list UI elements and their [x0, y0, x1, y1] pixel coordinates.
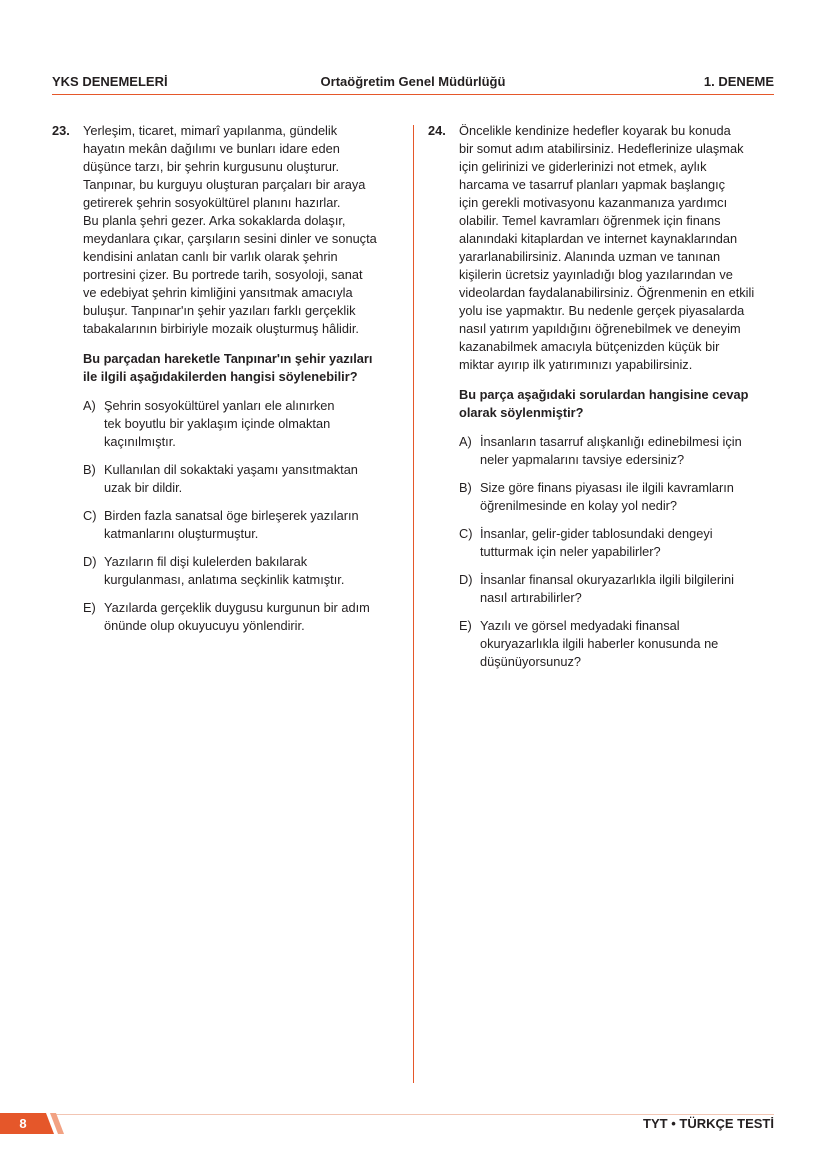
option-text-line: İnsanlar, gelir-gider tablosundaki dengeyi: [480, 526, 713, 541]
question-24: [428, 122, 774, 671]
answer-options: [83, 397, 396, 635]
passage-line: için gerekli motivasyonu kazanmanıza yardımcı: [459, 195, 728, 210]
option-letter: C): [459, 526, 473, 541]
question-passage: [459, 122, 774, 374]
stem-line: ile ilgili aşağıdakilerden hangisi söylenebilir?: [83, 369, 358, 384]
passage-line: buluşur. Tanpınar'ın şehir yazıları farklı gerçeklik: [83, 303, 356, 318]
answer-option-b: [83, 461, 396, 497]
passage-line: Bu planla şehri gezer. Arka sokaklarda dolaşır,: [83, 213, 346, 228]
column-divider: [413, 125, 414, 1083]
passage-line: nasıl yatırım yapıldığını öğrenebilmek ve deneyim: [459, 321, 741, 336]
question-stem: [83, 350, 396, 386]
question-23: [52, 122, 396, 635]
stem-line: Bu parçadan hareketle Tanpınar'ın şehir yazıları: [83, 351, 373, 366]
footer-test-title: TYT • TÜRKÇE TESTİ: [643, 1116, 774, 1131]
passage-line: Öncelikle kendinize hedefler koyarak bu konuda: [459, 123, 731, 138]
option-text-line: neler yapmalarını tavsiye edersiniz?: [480, 452, 685, 467]
passage-line: kendisini anlatan canlı bir varlık olarak şehrin: [83, 249, 338, 264]
column-right: [428, 122, 774, 681]
option-text-line: Yazıların fil dişi kulelerden bakılarak: [104, 554, 308, 569]
question-stem: [459, 386, 774, 422]
passage-line: portresini çizer. Bu portrede tarih, sosyoloji, sanat: [83, 267, 363, 282]
answer-option-d: [459, 571, 774, 607]
passage-line: kişilerin ücretsiz yayınladığı blog yazılarından ve: [459, 267, 733, 282]
header-exam-series: YKS DENEMELERİ: [52, 74, 168, 89]
answer-option-c: [459, 525, 774, 561]
footer-rule: [52, 1114, 774, 1115]
option-text-line: Yazılarda gerçeklik duygusu kurgunun bir adım: [104, 600, 370, 615]
passage-line: kazanabilmek amacıyla bütçenizden küçük bir: [459, 339, 720, 354]
answer-option-e: [459, 617, 774, 671]
option-text-line: düşünüyorsunuz?: [480, 654, 582, 669]
option-text-line: katmanlarını oluşturmuştur.: [104, 526, 259, 541]
option-text-line: önünde olup okuyucuyu yönlendirir.: [104, 618, 305, 633]
option-text-line: okuryazarlıkla ilgili haberler konusunda ne: [480, 636, 719, 651]
header-rule: [52, 94, 774, 95]
passage-line: tabakalarının birbiriyle mozaik oluşturmuş hâlidir.: [83, 321, 359, 336]
option-text-line: Yazılı ve görsel medyadaki finansal: [480, 618, 680, 633]
option-text-line: Size göre finans piyasası ile ilgili kavramların: [480, 480, 734, 495]
passage-line: düşünce tarzı, bir şehrin kurgusunu oluşturur.: [83, 159, 340, 174]
option-letter: B): [83, 462, 96, 477]
option-letter: B): [459, 480, 472, 495]
passage-line: Tanpınar, bu kurguyu oluşturan parçaları bir araya: [83, 177, 366, 192]
option-letter: C): [83, 508, 97, 523]
question-number: 23.: [52, 123, 70, 138]
option-text-line: uzak bir dildir.: [104, 480, 183, 495]
passage-line: yolu ise yapmaktır. Bu nedenle gerçek piyasalarda: [459, 303, 745, 318]
option-letter: D): [83, 554, 97, 569]
passage-line: getirerek şehrin sosyokültürel planını hazırlar.: [83, 195, 341, 210]
option-text-line: kaçınılmıştır.: [104, 434, 176, 449]
stem-line: Bu parça aşağıdaki sorulardan hangisine cevap: [459, 387, 749, 402]
passage-line: alanındaki kitaplardan ve internet kaynaklarından: [459, 231, 738, 246]
option-text-line: Şehrin sosyokültürel yanları ele alınırken: [104, 398, 335, 413]
passage-line: bir somut adım atabilirsiniz. Hedeflerinize ulaşmak: [459, 141, 744, 156]
option-text-line: nasıl artırabilirler?: [480, 590, 582, 605]
passage-line: yararlanabilirsiniz. Alanında uzman ve tanınan: [459, 249, 721, 264]
option-text-line: kurgulanması, anlatıma seçkinlik katmıştır.: [104, 572, 345, 587]
option-text-line: İnsanların tasarruf alışkanlığı edinebilmesi için: [480, 434, 742, 449]
page-header: [52, 74, 774, 94]
header-exam-number: 1. DENEME: [703, 74, 774, 89]
passage-line: meydanlara çıkar, çarşıların sesini dinler ve sonuçta: [83, 231, 377, 246]
option-letter: D): [459, 572, 473, 587]
answer-option-c: [83, 507, 396, 543]
option-letter: A): [459, 434, 472, 449]
option-text-line: tek boyutlu bir yaklaşım içinde olmaktan: [104, 416, 331, 431]
answer-option-a: [83, 397, 396, 451]
option-text-line: İnsanlar finansal okuryazarlıkla ilgili bilgilerini: [480, 572, 734, 587]
answer-option-e: [83, 599, 396, 635]
stem-line: olarak söylenmiştir?: [459, 405, 584, 420]
answer-options: [459, 433, 774, 671]
answer-option-d: [83, 553, 396, 589]
option-letter: E): [459, 618, 472, 633]
passage-line: miktar ayırıp ilk yatırımınızı yapabilirsiniz.: [459, 357, 693, 372]
passage-line: hayatın mekân dağılımı ve bunları idare eden: [83, 141, 340, 156]
option-text-line: öğrenilmesinde en kolay yol nedir?: [480, 498, 678, 513]
passage-line: videolardan faydalanabilirsiniz. Öğrenmenin en etkili: [459, 285, 755, 300]
passage-line: ve edebiyat şehrin kimliğini yansıtmak amacıyla: [83, 285, 353, 300]
option-letter: A): [83, 398, 96, 413]
option-text-line: tutturmak için neler yapabilirler?: [480, 544, 661, 559]
page-number: 8: [19, 1116, 27, 1131]
question-passage: [83, 122, 396, 338]
option-text-line: Birden fazla sanatsal öge birleşerek yazıların: [104, 508, 359, 523]
passage-line: olabilir. Temel kavramları öğrenmek için finans: [459, 213, 721, 228]
option-text-line: Kullanılan dil sokaktaki yaşamı yansıtmaktan: [104, 462, 358, 477]
answer-option-b: [459, 479, 774, 515]
question-number: 24.: [428, 123, 446, 138]
option-letter: E): [83, 600, 96, 615]
passage-line: harcama ve tasarruf planları yapmak başlangıç: [459, 177, 726, 192]
header-institution: Ortaöğretim Genel Müdürlüğü: [320, 74, 506, 89]
column-left: [52, 122, 396, 645]
passage-line: Yerleşim, ticaret, mimarî yapılanma, gündelik: [83, 123, 338, 138]
answer-option-a: [459, 433, 774, 469]
passage-line: için gelirinizi ve giderlerinizi not etmek, aylık: [459, 159, 707, 174]
